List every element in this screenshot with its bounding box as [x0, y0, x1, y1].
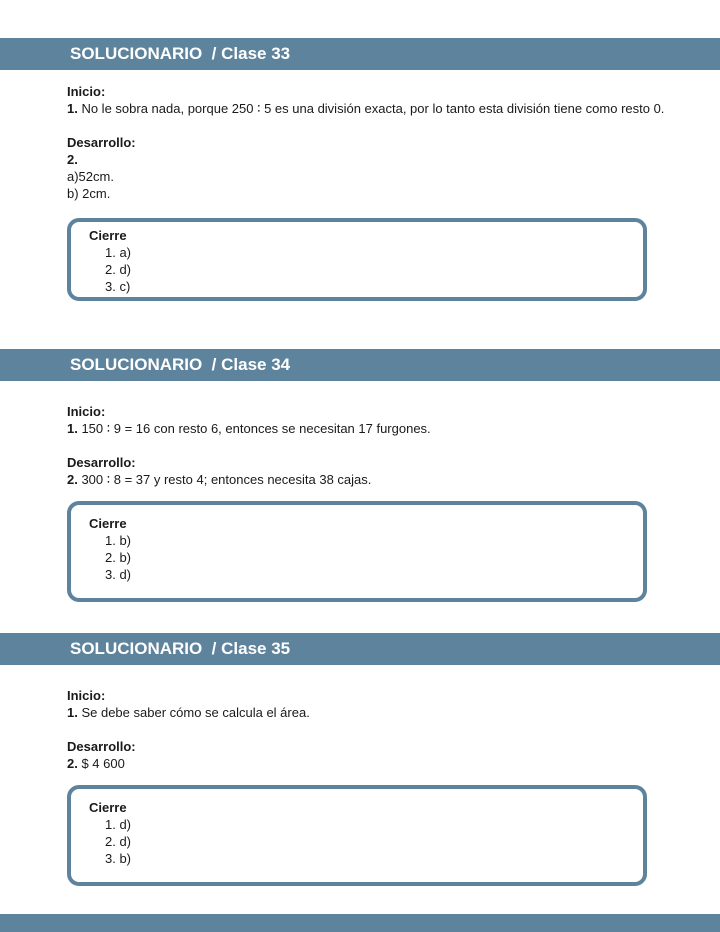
- inicio-label: Inicio:: [67, 84, 106, 99]
- cierre-label: Cierre: [89, 800, 127, 815]
- section-title: SOLUCIONARIO / Clase 35: [70, 639, 291, 658]
- list-item: 1. d): [105, 817, 132, 832]
- item-number: 1.: [67, 421, 78, 436]
- cierre-box-clase-35: [67, 785, 647, 886]
- desarrollo-label: Desarrollo:: [67, 135, 136, 150]
- footer-band: [0, 914, 720, 932]
- cierre-box-clase-33: [67, 218, 647, 301]
- cierre-label: Cierre: [89, 516, 127, 531]
- cierre-answers: [105, 244, 131, 295]
- item-number: 2.: [67, 152, 78, 167]
- cierre-label: Cierre: [89, 228, 127, 243]
- list-item: 3. b): [105, 851, 132, 866]
- answer-line: a)52cm.: [67, 169, 114, 184]
- inicio-answer: [67, 420, 431, 437]
- desarrollo-answer: [67, 471, 431, 488]
- desarrollo-label: Desarrollo:: [67, 455, 136, 470]
- section-header-clase-34: [0, 349, 720, 381]
- section-title: SOLUCIONARIO / Clase 34: [70, 355, 291, 374]
- answer-text: $ 4 600: [77, 756, 125, 771]
- answer-text: No le sobra nada, porque 250 ∶ 5 es una división exacta, por lo tanto esta división tiene como resto 0.: [77, 101, 665, 116]
- answer-text: 150 ∶ 9 = 16 con resto 6, entonces se necesitan 17 furgones.: [77, 421, 431, 436]
- answer-text: Se debe saber cómo se calcula el área.: [77, 705, 310, 720]
- list-item: 3. c): [105, 279, 131, 294]
- desarrollo-label: Desarrollo:: [67, 739, 136, 754]
- clase-34-content: [67, 403, 431, 488]
- desarrollo-answer: [67, 755, 310, 772]
- list-item: 2. d): [105, 834, 132, 849]
- cierre-box-clase-34: [67, 501, 647, 602]
- inicio-answer: [67, 100, 664, 117]
- item-number: 2.: [67, 756, 78, 771]
- list-item: 1. b): [105, 533, 132, 548]
- answer-line: b) 2cm.: [67, 186, 111, 201]
- item-number: 1.: [67, 101, 78, 116]
- list-item: 3. d): [105, 567, 132, 582]
- item-number: 2.: [67, 472, 78, 487]
- item-number: 1.: [67, 705, 78, 720]
- cierre-answers: [105, 532, 131, 583]
- list-item: 2. b): [105, 550, 132, 565]
- inicio-answer: [67, 704, 310, 721]
- clase-33-content: [67, 83, 664, 202]
- list-item: 2. d): [105, 262, 132, 277]
- list-item: 1. a): [105, 245, 132, 260]
- cierre-answers: [105, 816, 131, 867]
- inicio-label: Inicio:: [67, 404, 106, 419]
- inicio-label: Inicio:: [67, 688, 106, 703]
- answer-text: 300 ∶ 8 = 37 y resto 4; entonces necesita 38 cajas.: [77, 472, 372, 487]
- section-header-clase-33: [0, 38, 720, 70]
- section-header-clase-35: [0, 633, 720, 665]
- section-title: SOLUCIONARIO / Clase 33: [70, 44, 291, 63]
- clase-35-content: [67, 687, 310, 772]
